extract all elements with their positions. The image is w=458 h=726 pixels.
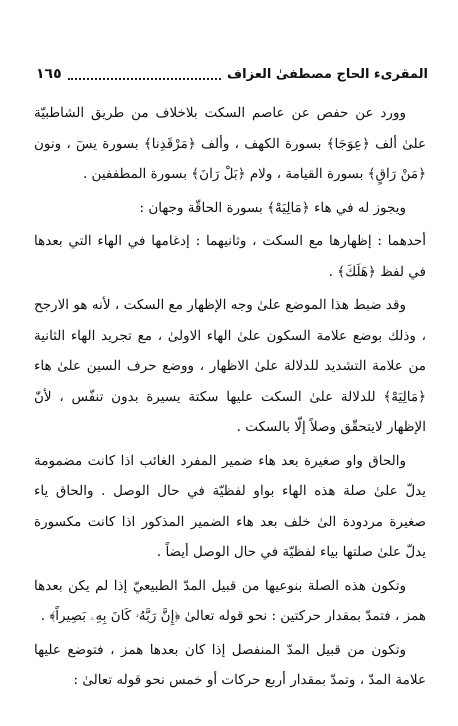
paragraph-sakt-hafs: وورد عن حفص عن عاصم السكت بلاخلاف من طريق الشاطبيّة علىٰ ألف ﴿عِوَجَا﴾ بسورة الكهف ، وألف ﴿مَرْقَدِنا﴾ بسورة يسٓ ، ونون ﴿مَنْ رَاقٍ﴾ بسورة القيامة ، ولام ﴿بَلْ رَانَ﴾ بسورة المطففين . xyxy=(34,105,426,182)
paragraph-separated-madd: وتكون من قبيل المدّ المنفصل إذا كان بعدها همز ، فتوضع عليها علامة المدّ ، وتمدّ بمقدار أربع حركات أو خمس نحو قوله تعالىٰ : xyxy=(34,641,426,688)
header-dot-leader xyxy=(68,68,221,80)
page-number: ١٦٥ xyxy=(36,66,62,82)
paragraph-first-second-way: أحدهما : إظهارها مع السكت ، وثانيهما : إدغامها في الهاء التي بعدها في لفظ ﴿هَلَكَ﴾ . xyxy=(34,233,426,280)
header-title: المقرىء الحاج مصطفىٰ العزاف xyxy=(227,66,428,82)
running-header xyxy=(36,62,428,86)
paragraph-natural-madd: وتكون هذه الصلة بنوعيها من قبيل المدّ الطبيعيّ إذا لم يكن بعدها همز ، فتمدّ بمقدار حركتين : نحو قوله تعالىٰ ﴿إِنَّ رَبَّهُۥ كَانَ بِهِۦ بَصِيراً﴾ . xyxy=(34,577,426,624)
paragraph-small-waw-ya: والحاق واو صغيرة بعد هاء ضمير المفرد الغائب اذا كانت مضمومة يدلّ علىٰ صلة هذه الهاء بواو لفظيّة في حال الوصل . والحاق ياء صغيرة مردودة الىٰ خلف بعد هاء الضمير المذكور اذا كانت مكسورة يدلّ علىٰ صلتها بياء لفظيّة في حال الوصل أيضاً . xyxy=(34,452,426,560)
paragraph-maliyah-two-ways: ويجوز له في هاء ﴿مَالِيَهْ﴾ بسورة الحاقّة وجهان : xyxy=(139,199,406,216)
page-body xyxy=(34,98,426,696)
paragraph-orthography-izhar: وقد ضبط هذا الموضع علىٰ وجه الإظهار مع السكت ، لأنه هو الارجح ، وذلك بوضع علامة السكون علىٰ الهاء الاولىٰ ، مع تجريد الهاء الثانية من علامة التشديد للدلالة علىٰ الاظهار ، ووضع حرف السين علىٰ هاء ﴿مَالِيَهْ﴾ للدلالة علىٰ السكت عليها سكتة يسيرة بدون تنفّس ، لأنّ الإظهار لايتحقّق وصلاً إلّا بالسكت . xyxy=(34,297,426,435)
